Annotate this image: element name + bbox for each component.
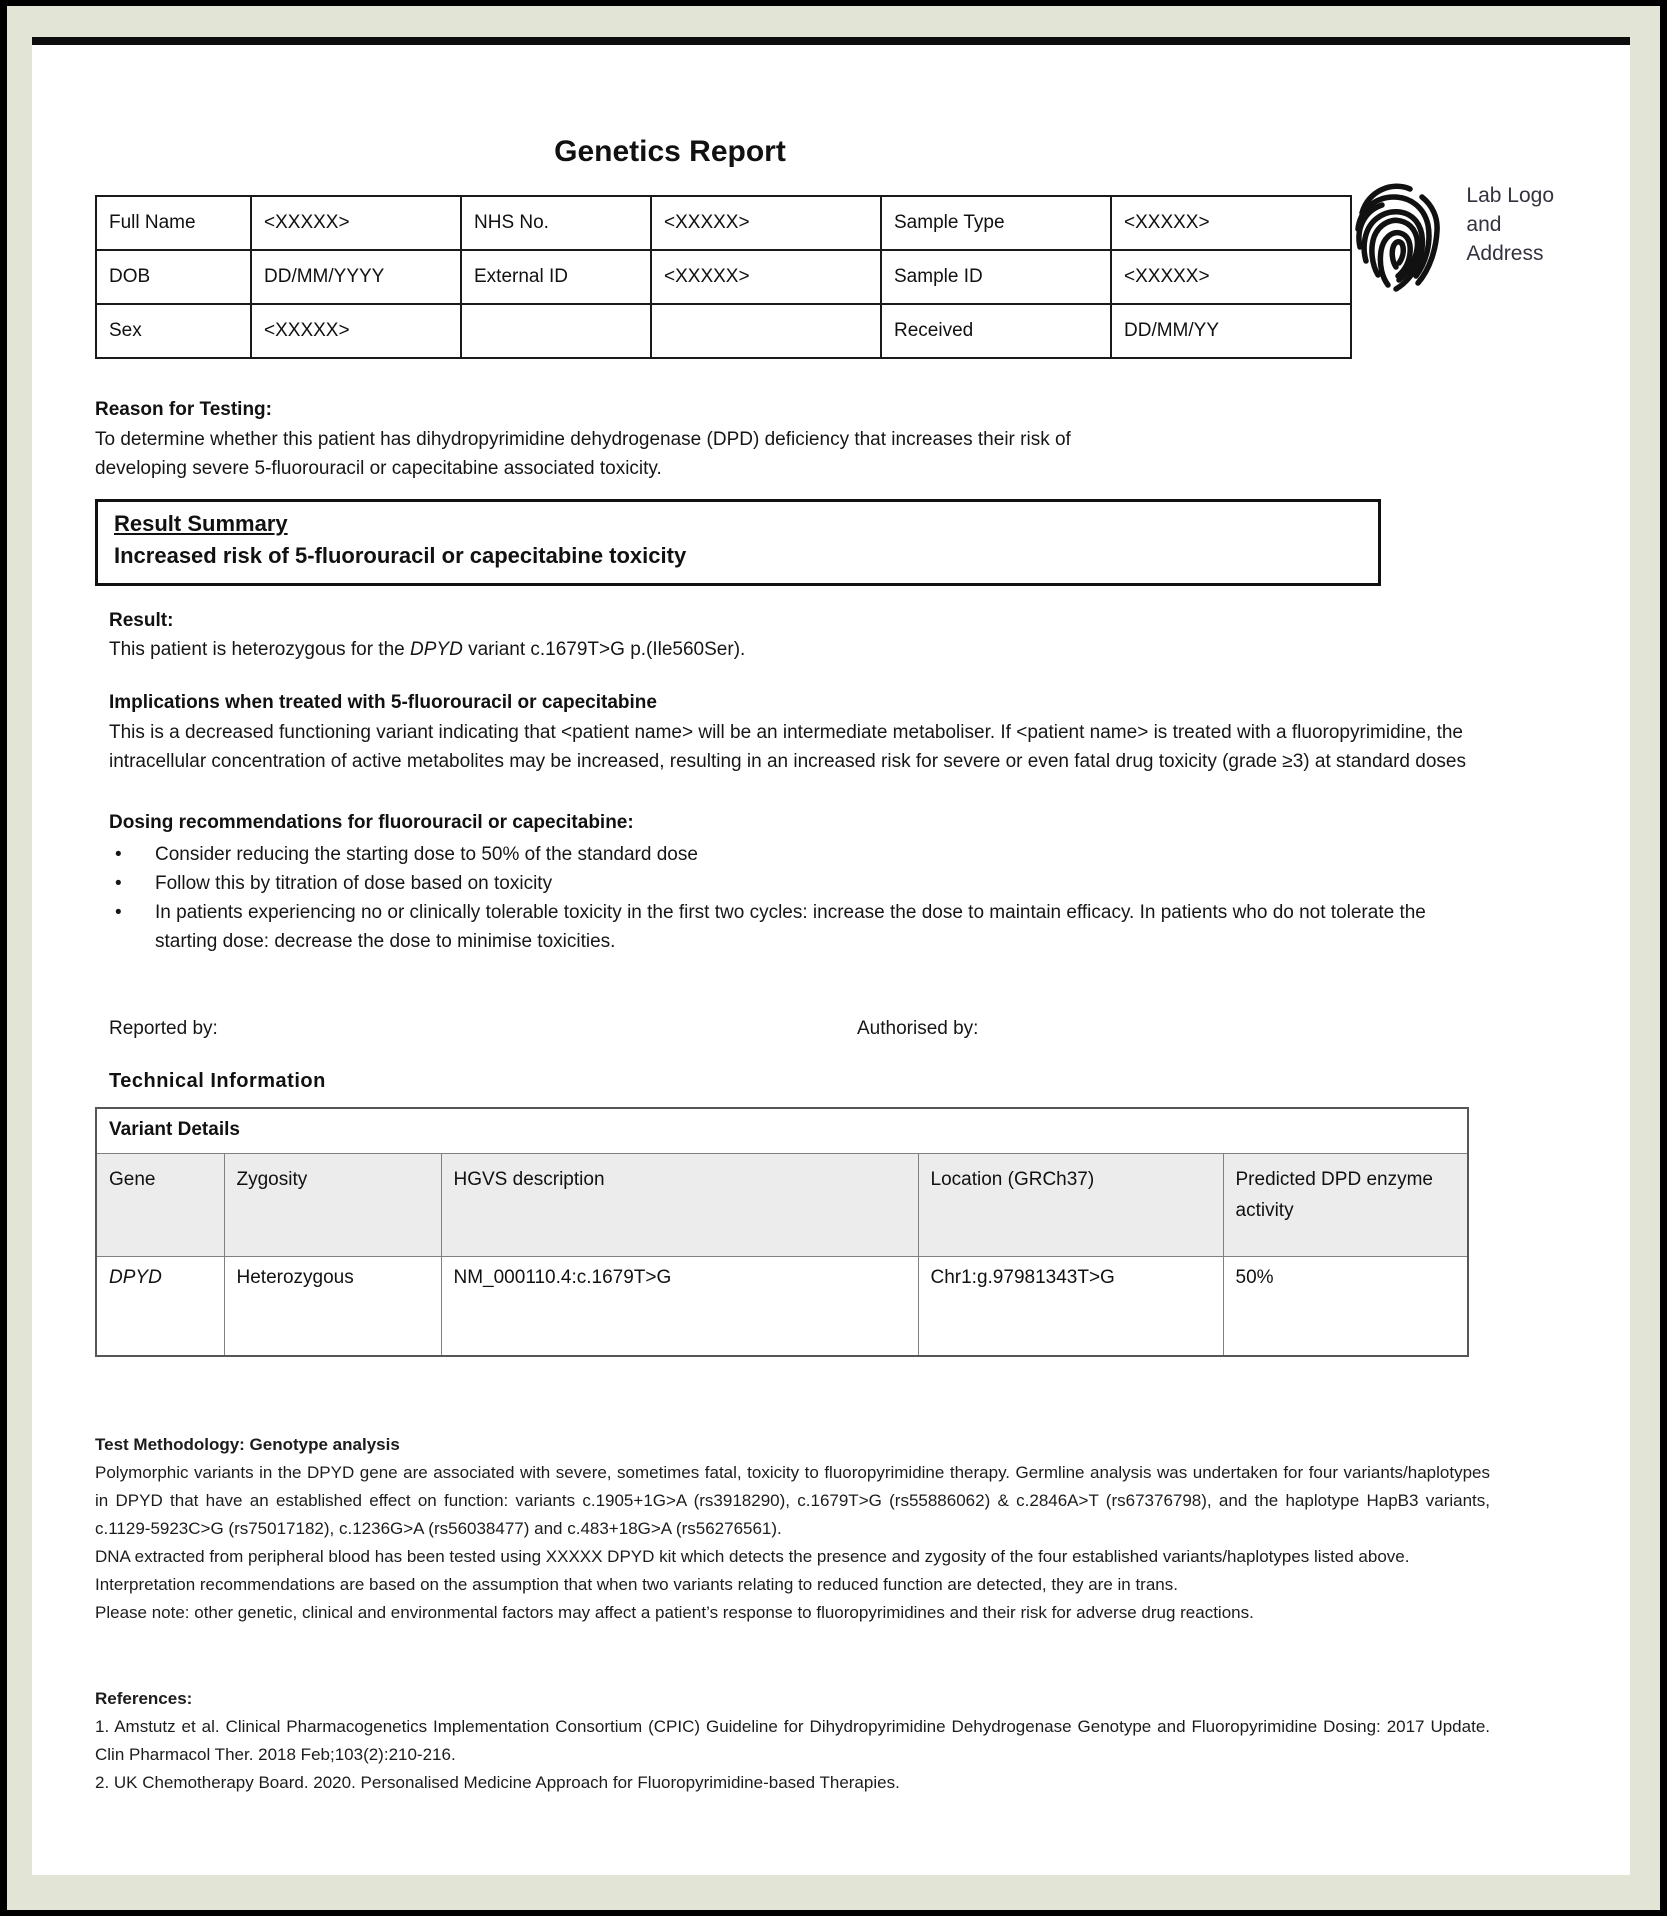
reason-body: To determine whether this patient has dihydropyrimidine dehydrogenase (DPD) deficiency that increases their risk of developing severe 5-fluorouracil or capecitabine associated toxicity. (95, 429, 1071, 479)
list-item: • Consider reducing the starting dose to 50% of the standard dose (109, 840, 1469, 869)
page-title: Genetics Report (554, 135, 786, 168)
table-header-row (96, 1154, 1468, 1257)
lab-logo-text (1466, 177, 1554, 268)
field-label-sample-type: Sample Type (881, 196, 1111, 250)
result-summary-heading: Result Summary (114, 511, 288, 536)
cell-gene: DPYD (96, 1257, 224, 1357)
lab-logo-text-line: Lab Logo (1466, 184, 1554, 207)
reference-item: 2. UK Chemotherapy Board. 2020. Personalised Medicine Approach for Fluoropyrimidine-based Therapies. (95, 1773, 900, 1792)
field-value-sample-type: <XXXXX> (1111, 196, 1351, 250)
table-row (96, 250, 1351, 304)
reason-for-testing-section (95, 399, 1572, 483)
signatures-row (95, 1018, 1572, 1040)
result-summary-box (95, 499, 1381, 586)
cell-hgvs: NM_000110.4:c.1679T>G (441, 1257, 918, 1357)
variant-table-title: Variant Details (96, 1108, 1468, 1154)
column-header-location: Location (GRCh37) (918, 1154, 1223, 1257)
field-value-external-id: <XXXXX> (651, 250, 881, 304)
field-value-sample-id: <XXXXX> (1111, 250, 1351, 304)
field-value-sex: <XXXXX> (251, 304, 461, 358)
methodology-paragraph: Please note: other genetic, clinical and environmental factors may affect a patient’s response to fluoropyrimidines and their risk for adverse drug reactions. (95, 1603, 1254, 1622)
empty-cell (651, 304, 881, 358)
list-item: • In patients experiencing no or clinically tolerable toxicity in the first two cycles: increase the dose to maintain efficacy. In patients who do not tolerate the starting dose: decrease the dose to minimise toxicities. (109, 898, 1469, 956)
field-label-dob: DOB (96, 250, 251, 304)
patient-info-table (95, 195, 1352, 359)
cell-zygosity: Heterozygous (224, 1257, 441, 1357)
field-label-external-id: External ID (461, 250, 651, 304)
reported-by-label: Reported by: (109, 1018, 218, 1039)
result-text-after: variant c.1679T>G p.(Ile560Ser). (462, 639, 746, 660)
reason-heading: Reason for Testing: (95, 399, 272, 420)
field-label-sex: Sex (96, 304, 251, 358)
references-heading: References: (95, 1689, 193, 1708)
methodology-heading: Test Methodology: Genotype analysis (95, 1435, 400, 1454)
result-summary-text: Increased risk of 5-fluorouracil or capecitabine toxicity (114, 543, 687, 568)
variant-details-table (95, 1107, 1469, 1357)
methodology-paragraph: DNA extracted from peripheral blood has been tested using XXXXX DPYD kit which detects the presence and zygosity of the four established variants/haplotypes listed above. (95, 1547, 1410, 1566)
field-label-nhs-no: NHS No. (461, 196, 651, 250)
result-section (95, 610, 1572, 664)
lab-logo-text-line: Address (1466, 242, 1544, 265)
authorised-by-label: Authorised by: (857, 1018, 979, 1039)
reference-item: 1. Amstutz et al. Clinical Pharmacogenetics Implementation Consortium (CPIC) Guideline for Dihydropyrimidine Dehydrogenase Genotype and Fluoropyrimidine Dosing: 2017 Update. Clin Pharmacol Ther. 2018 Feb;103(2):210-216. (95, 1717, 1490, 1764)
table-row (96, 304, 1351, 358)
cell-activity: 50% (1223, 1257, 1468, 1357)
result-text-before: This patient is heterozygous for the (109, 639, 410, 660)
references-section (95, 1685, 1572, 1797)
cell-location: Chr1:g.97981343T>G (918, 1257, 1223, 1357)
column-header-activity: Predicted DPD enzyme activity (1223, 1154, 1468, 1257)
methodology-paragraph: Interpretation recommendations are based on the assumption that when two variants relating to reduced function are detected, they are in trans. (95, 1575, 1178, 1594)
test-methodology-section (95, 1431, 1572, 1627)
result-heading: Result: (109, 610, 174, 631)
field-label-received: Received (881, 304, 1111, 358)
implications-heading: Implications when treated with 5-fluorouracil or capecitabine (109, 692, 657, 713)
implications-body: This is a decreased functioning variant indicating that <patient name> will be an intermediate metaboliser. If <patient name> is treated with a fluoropyrimidine, the intracellular concentration of active metabolites may be increased, resulting in an increased risk for severe or even fatal drug toxicity (grade ≥3) at standard doses (109, 722, 1466, 772)
dosing-heading: Dosing recommendations for fluorouracil or capecitabine: (109, 812, 634, 833)
field-value-nhs-no: <XXXXX> (651, 196, 881, 250)
field-label-sample-id: Sample ID (881, 250, 1111, 304)
column-header-hgvs: HGVS description (441, 1154, 918, 1257)
lab-logo (1348, 177, 1554, 302)
table-row (96, 1257, 1468, 1357)
fingerprint-icon (1348, 177, 1444, 302)
gene-name: DPYD (410, 639, 463, 660)
field-label-full-name: Full Name (96, 196, 251, 250)
implications-section (95, 692, 1572, 776)
technical-information-heading: Technical Information (109, 1070, 326, 1092)
result-body (109, 635, 1489, 664)
table-row (96, 196, 1351, 250)
empty-cell (461, 304, 651, 358)
genetics-report-page (32, 37, 1630, 1875)
column-header-zygosity: Zygosity (224, 1154, 441, 1257)
lab-logo-text-line: and (1466, 213, 1502, 236)
field-value-dob: DD/MM/YYYY (251, 250, 461, 304)
methodology-paragraph: Polymorphic variants in the DPYD gene are associated with severe, sometimes fatal, toxicity to fluoropyrimidine therapy. Germline analysis was undertaken for four variants/haplotypes in DPYD that have an established effect on function: variants c.1905+1G>A (rs3918290), c.1679T>G (rs55886062) & c.2846A>T (rs67376798), and the haplotype HapB3 variants, c.1129-5923C>G (rs75017182), c.1236G>A (rs56038477) and c.483+18G>A (rs56276561). (95, 1463, 1490, 1538)
table-row (96, 1108, 1468, 1154)
dosing-bullet-list (109, 840, 1469, 956)
column-header-gene: Gene (96, 1154, 224, 1257)
list-item: • Follow this by titration of dose based on toxicity (109, 869, 1469, 898)
dosing-recommendations-section (95, 812, 1572, 956)
field-value-received: DD/MM/YY (1111, 304, 1351, 358)
field-value-full-name: <XXXXX> (251, 196, 461, 250)
